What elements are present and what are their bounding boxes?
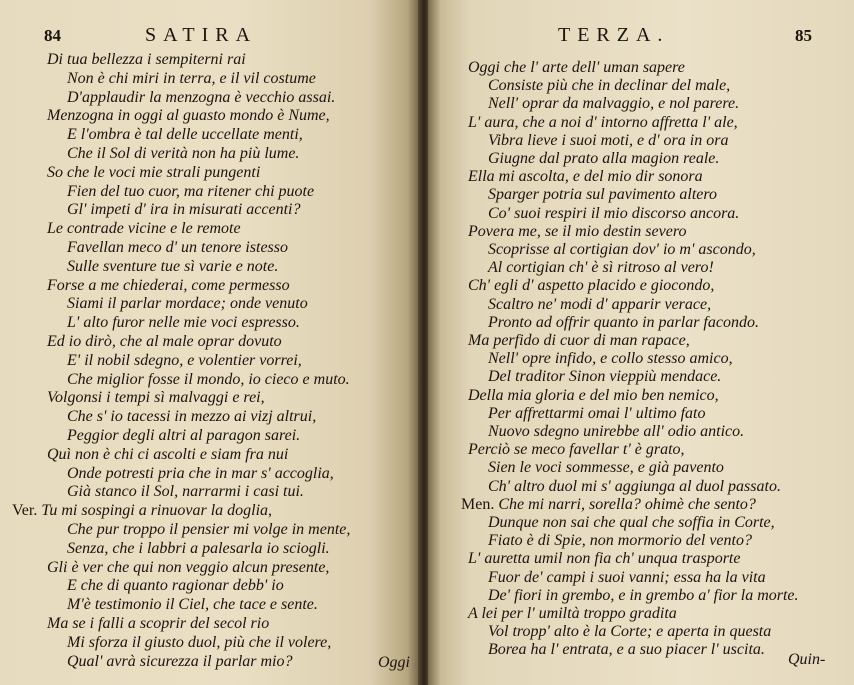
- verse-text: Volgonsi i tempi sì malvaggi e rei,: [47, 389, 265, 407]
- verse-text: Senza, che i labbri a palesarla io sciogli.: [67, 539, 330, 557]
- verse-text: Borea ha l' entrata, e a suo piacer l' uscita.: [488, 641, 765, 659]
- verse-text: Peggior degli altri al paragon sarei.: [67, 427, 301, 444]
- verse-block: [428, 58, 854, 658]
- verse-line: [488, 349, 733, 368]
- verse-line: [488, 586, 799, 605]
- verse-line: [67, 182, 314, 201]
- verse-text: Oggi che l' arte dell' uman sapere: [468, 59, 685, 76]
- verse-text: Sparger potria sul pavimento altero: [488, 186, 718, 204]
- verse-text: Forse a me chiederai, come permesso: [47, 276, 290, 294]
- verse-line: [47, 276, 290, 295]
- verse-line: [47, 614, 269, 633]
- verse-line: [67, 464, 334, 483]
- catchword: Oggi: [378, 654, 410, 671]
- verse-text: Gli è ver che qui non veggio alcun presente,: [47, 558, 330, 576]
- verse-line: [488, 240, 756, 259]
- verse-text: Fien del tuo cuor, ma ritener chi puote: [67, 182, 315, 200]
- left-page: [0, 0, 420, 685]
- verse-line: [67, 257, 278, 276]
- verse-text: Della mia gloria e del mio ben nemico,: [468, 386, 719, 404]
- verse-line: [67, 238, 288, 257]
- verse-line: [67, 407, 316, 426]
- running-header: SATIRA: [145, 24, 258, 46]
- verse-text: Quì non è chi ci ascolti e siam fra nui: [47, 445, 289, 463]
- verse-line: [488, 204, 739, 223]
- verse-text: L' aura, che a noi d' intorno affretta l' ale,: [468, 113, 738, 131]
- verse-line: [67, 200, 301, 219]
- verse-text: Del traditor Sinon vieppiù mendace.: [488, 368, 722, 386]
- catchword: Quin-: [788, 651, 826, 668]
- verse-line: [468, 113, 738, 132]
- speaker-label: Ver.: [12, 502, 38, 520]
- verse-line: [468, 167, 703, 186]
- verse-line: [67, 426, 300, 445]
- verse-line: [488, 513, 775, 532]
- verse-line: [67, 69, 316, 88]
- verse-text: Ma perfido di cuor di man rapace,: [468, 332, 690, 349]
- verse-line: [488, 622, 771, 641]
- verse-text: Nell' oprar da malvaggio, e nol parere.: [488, 95, 740, 113]
- verse-text: Onde potresti pria che in mar s' accoglia,: [67, 464, 334, 482]
- verse-text: Che il Sol di verità non ha più lume.: [67, 145, 300, 162]
- running-header: TERZA.: [558, 24, 670, 46]
- verse-line: [47, 106, 330, 125]
- verse-line: [67, 576, 284, 595]
- verse-text: E che di quanto ragionar debb' io: [67, 577, 284, 595]
- right-page: [428, 0, 854, 685]
- verse-text: Gl' impeti d' ira in misurati accenti?: [67, 201, 301, 219]
- verse-text: Menzogna in oggi al guasto mondo è Nume,: [47, 107, 330, 125]
- verse-line: [468, 276, 714, 295]
- verse-text: L' auretta umil non fia ch' unqua trasporte: [468, 550, 741, 568]
- verse-text: Co' suoi respiri il mio discorso ancora.: [488, 204, 740, 222]
- verse-text: Povera me, se il mio destin severo: [468, 222, 687, 240]
- verse-line: [488, 313, 759, 332]
- verse-text: Fiato è di Spie, non mormorio del vento?: [488, 532, 752, 550]
- verse-text: Ma se i falli a scoprir del secol rio: [47, 615, 270, 632]
- verse-line: [488, 568, 766, 587]
- verse-text: Che miglior fosse il mondo, io cieco e muto.: [67, 370, 350, 388]
- verse-text: Consiste più che in declinar del male,: [488, 77, 731, 95]
- verse-line: [488, 185, 717, 204]
- verse-line: [488, 367, 721, 386]
- verse-line: [468, 222, 686, 241]
- verse-line: [67, 351, 302, 370]
- verse-text: Le contrade vicine e le remote: [47, 220, 241, 238]
- verse-text: E l'ombra è tal delle uccellate menti,: [67, 126, 303, 144]
- verse-line: [461, 495, 756, 514]
- verse-text: Non è chi miri in terra, e il vil costume: [67, 69, 316, 87]
- verse-line: [488, 94, 739, 113]
- verse-text: E' il nobil sdegno, e volentier vorrei,: [67, 351, 302, 369]
- verse-line: [47, 388, 265, 407]
- verse-line: [488, 640, 765, 659]
- verse-text: Sien le voci sommesse, e già pavento: [488, 459, 724, 477]
- verse-line: [468, 331, 690, 350]
- verse-line: [468, 549, 740, 568]
- verse-line: [67, 313, 300, 332]
- verse-text: Giugne dal prato alla magion reale.: [488, 150, 720, 167]
- verse-text: Di tua bellezza i sempiterni rai: [47, 51, 246, 68]
- verse-text: Per affrettarmi omai l' ultimo fato: [488, 404, 706, 422]
- verse-text: De' fiori in grembo, e in grembo a' fior la morte.: [488, 586, 799, 604]
- verse-text: Che pur troppo il pensier mi volge in mente,: [67, 521, 351, 538]
- verse-line: [47, 445, 288, 464]
- verse-text: Ed io dirò, che al male oprar dovuto: [47, 333, 282, 350]
- verse-text: Scaltro ne' modi d' apparir verace,: [488, 295, 712, 313]
- verse-text: Ella mi ascolta, e del mio dir sonora: [468, 168, 703, 186]
- verse-text: Vol tropp' alto è la Corte; e aperta in questa: [488, 623, 772, 641]
- verse-line: [468, 58, 685, 77]
- verse-line: [67, 633, 331, 652]
- verse-line: [488, 76, 730, 95]
- verse-text: Già stanco il Sol, narrarmi i casi tui.: [67, 483, 304, 501]
- verse-line: [47, 332, 282, 351]
- verse-line: [488, 295, 711, 314]
- verse-text: Siami il parlar mordace; onde venuto: [67, 295, 308, 313]
- verse-line: [67, 482, 304, 501]
- verse-text: Perciò se meco favellar t' è grato,: [468, 441, 685, 459]
- verse-line: [488, 404, 706, 423]
- verse-line: [67, 125, 303, 144]
- verse-text: Favellan meco d' un tenore istesso: [67, 239, 288, 256]
- verse-line: [488, 149, 719, 168]
- verse-line: [488, 458, 724, 477]
- verse-block: [0, 50, 420, 670]
- verse-text: Mi sforza il giusto duol, più che il volere,: [67, 633, 332, 651]
- verse-line: [47, 50, 246, 69]
- verse-text: Nell' opre infido, e collo stesso amico,: [488, 350, 733, 368]
- verse-text: Fuor de' campi i suoi vanni; essa ha la vita: [488, 568, 766, 586]
- verse-text: Pronto ad offrir quanto in parlar facondo.: [488, 313, 759, 331]
- verse-text: Nuovo sdegno unirebbe all' odio antico.: [488, 423, 745, 440]
- verse-line: [488, 531, 752, 550]
- verse-text: M'è testimonio il Ciel, che tace e sente.: [67, 596, 318, 614]
- verse-text: So che le voci mie strali pungenti: [47, 163, 261, 181]
- verse-line: [67, 88, 335, 107]
- speaker-label: Men.: [461, 495, 495, 513]
- page-number: 84: [44, 26, 61, 45]
- verse-line: [67, 370, 350, 389]
- verse-text: Ch' egli d' aspetto placido e giocondo,: [468, 277, 715, 295]
- verse-text: D'applaudir la menzogna è vecchio assai.: [67, 88, 336, 106]
- verse-text: Qual' avrà sicurezza il parlar mio?: [67, 652, 293, 670]
- verse-line: [488, 422, 744, 441]
- verse-line: [488, 258, 714, 277]
- verse-text: Ch' altro duol mi s' aggiunga al duol passato.: [488, 477, 781, 495]
- verse-line: [47, 163, 260, 182]
- verse-line: [67, 294, 308, 313]
- verse-text: Sulle sventure tue sì varie e note.: [67, 257, 279, 275]
- verse-text: Tu mi sospingi a rinuovar la doglia,: [41, 502, 273, 520]
- verse-text: L' alto furor nelle mie voci espresso.: [67, 314, 300, 332]
- verse-line: [468, 440, 685, 459]
- verse-line: [67, 539, 330, 558]
- verse-text: Dunque non sai che qual che soffia in Corte,: [488, 514, 775, 531]
- verse-text: Che s' io tacessi in mezzo ai vizj altrui,: [67, 408, 317, 426]
- verse-text: Al cortigian ch' è sì ritroso al vero!: [488, 259, 714, 277]
- verse-line: [488, 477, 781, 496]
- verse-line: [468, 386, 719, 405]
- verse-line: [67, 520, 350, 539]
- verse-line: [47, 219, 241, 238]
- verse-text: Scoprisse al cortigian dov' io m' ascondo,: [488, 241, 756, 258]
- verse-line: [468, 604, 677, 623]
- verse-line: [67, 652, 293, 671]
- verse-text: A lei per l' umiltà troppo gradita: [468, 605, 677, 622]
- page-number: 85: [795, 26, 812, 45]
- verse-line: [47, 558, 329, 577]
- verse-line: [488, 131, 728, 150]
- verse-line: [12, 501, 272, 520]
- verse-text: Che mi narri, sorella? ohimè che sento?: [498, 495, 756, 513]
- verse-text: Vibra lieve i suoi moti, e d' ora in ora: [488, 131, 729, 149]
- verse-line: [67, 595, 318, 614]
- verse-line: [67, 144, 299, 163]
